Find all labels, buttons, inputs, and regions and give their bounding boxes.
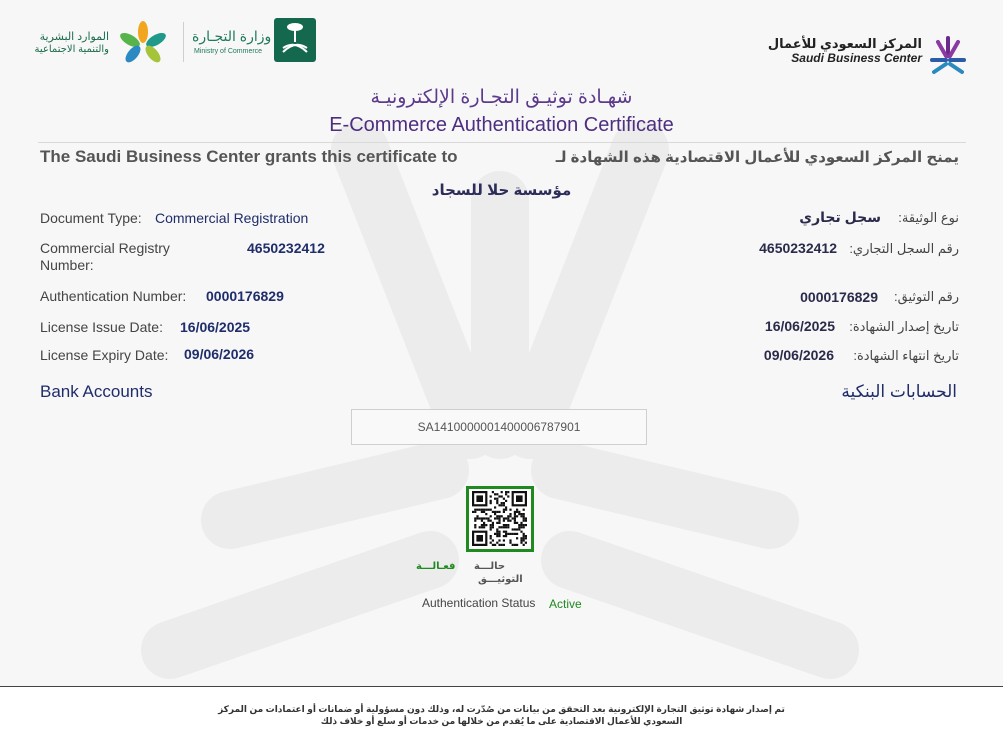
auth-status-label-ar-line1: حالـــة — [474, 561, 506, 572]
auth-status-label-ar-line2: التوثيـــق — [478, 574, 523, 585]
saudi-business-center-logo — [767, 18, 970, 68]
sbc-name-ar: المركز السعودي للأعمال — [767, 36, 922, 51]
company-name: مؤسسة حلا للسجاد — [431, 182, 572, 199]
hr-name-ar-line2: والتنمية الاجتماعية — [34, 44, 109, 55]
cr-number-label-ar: رقم السجل التجاري: — [849, 241, 959, 256]
logo-divider — [183, 22, 184, 62]
auth-number-label-ar: رقم التوثيق: — [894, 289, 959, 304]
hr-star-icon — [115, 20, 171, 66]
doc-type-value-en: Commercial Registration — [155, 210, 309, 226]
doc-type-label-en: Document Type: — [40, 210, 142, 226]
expiry-date-label-en: License Expiry Date: — [40, 347, 169, 363]
auth-status-value-ar: فعـالـــة — [416, 561, 456, 572]
expiry-date-label-ar: تاريخ انتهاء الشهادة: — [853, 348, 959, 363]
cr-number-label-en-line2: Number: — [40, 257, 94, 273]
footer-disclaimer-line1: تم إصدار شهادة توثيق التجارة الإلكترونية بعد التحقق من بيانات من صُدّرت له، وذلك دون مسؤولية أو ضمانات أو اعتمادات من المركز — [218, 704, 785, 714]
doc-type-label-ar: نوع الوثيقة: — [898, 210, 959, 225]
iban-value: SA1410000001400006787901 — [417, 420, 581, 434]
sbc-name-en: Saudi Business Center — [791, 51, 922, 65]
bank-accounts-title-ar: الحسابات البنكية — [841, 382, 957, 401]
certificate-title-ar: شهـادة توثيـق التجـارة الإلكترونيـة — [370, 87, 633, 108]
human-resources-ministry-logo — [25, 20, 175, 68]
cr-number-value-ar: 4650232412 — [759, 240, 837, 256]
auth-number-value-ar: 0000176829 — [800, 289, 878, 305]
verification-qr-code[interactable] — [466, 486, 534, 552]
issue-date-label-ar: تاريخ إصدار الشهادة: — [849, 319, 959, 334]
doc-type-value-ar: سجل تجاري — [799, 209, 881, 225]
qr-code-icon — [469, 489, 531, 549]
moc-name-ar: وزارة التجـارة — [192, 28, 272, 44]
iban-box — [351, 409, 647, 445]
issue-date-value-en: 16/06/2025 — [180, 319, 251, 335]
cr-number-label-en-line1: Commercial Registry — [40, 240, 170, 256]
ministry-of-commerce-logo — [190, 18, 320, 64]
auth-number-label-en: Authentication Number: — [40, 288, 187, 304]
footer-disclaimer-line2: السعودي للأعمال الاقتصادية على ما يُقدم من خلالها من خدمات أو سلع أو خلاف ذلك — [320, 716, 683, 726]
sbc-star-icon — [926, 34, 970, 78]
cr-number-value-en: 4650232412 — [247, 240, 325, 256]
moc-name-en: Ministry of Commerce — [194, 48, 263, 55]
issue-date-value-ar: 16/06/2025 — [764, 318, 835, 334]
auth-status-value-en: Active — [549, 597, 582, 611]
certificate-title-en: E-Commerce Authentication Certificate — [329, 114, 674, 136]
title-divider — [38, 142, 966, 143]
auth-number-value-en: 0000176829 — [206, 288, 284, 304]
expiry-date-value-ar: 09/06/2026 — [763, 347, 834, 363]
auth-status-label-en: Authentication Status — [422, 596, 536, 610]
expiry-date-value-en: 09/06/2026 — [184, 346, 255, 362]
grant-text-en: The Saudi Business Center grants this certificate to — [40, 147, 458, 166]
palm-swords-emblem-icon — [274, 18, 316, 62]
issue-date-label-en: License Issue Date: — [40, 319, 163, 335]
grant-text-ar: يمنح المركز السعودي للأعمال الاقتصادية هذه الشهادة لـ — [555, 149, 959, 166]
hr-name-ar-line1: الموارد البشرية — [39, 31, 109, 43]
bank-accounts-title-en: Bank Accounts — [40, 382, 153, 401]
